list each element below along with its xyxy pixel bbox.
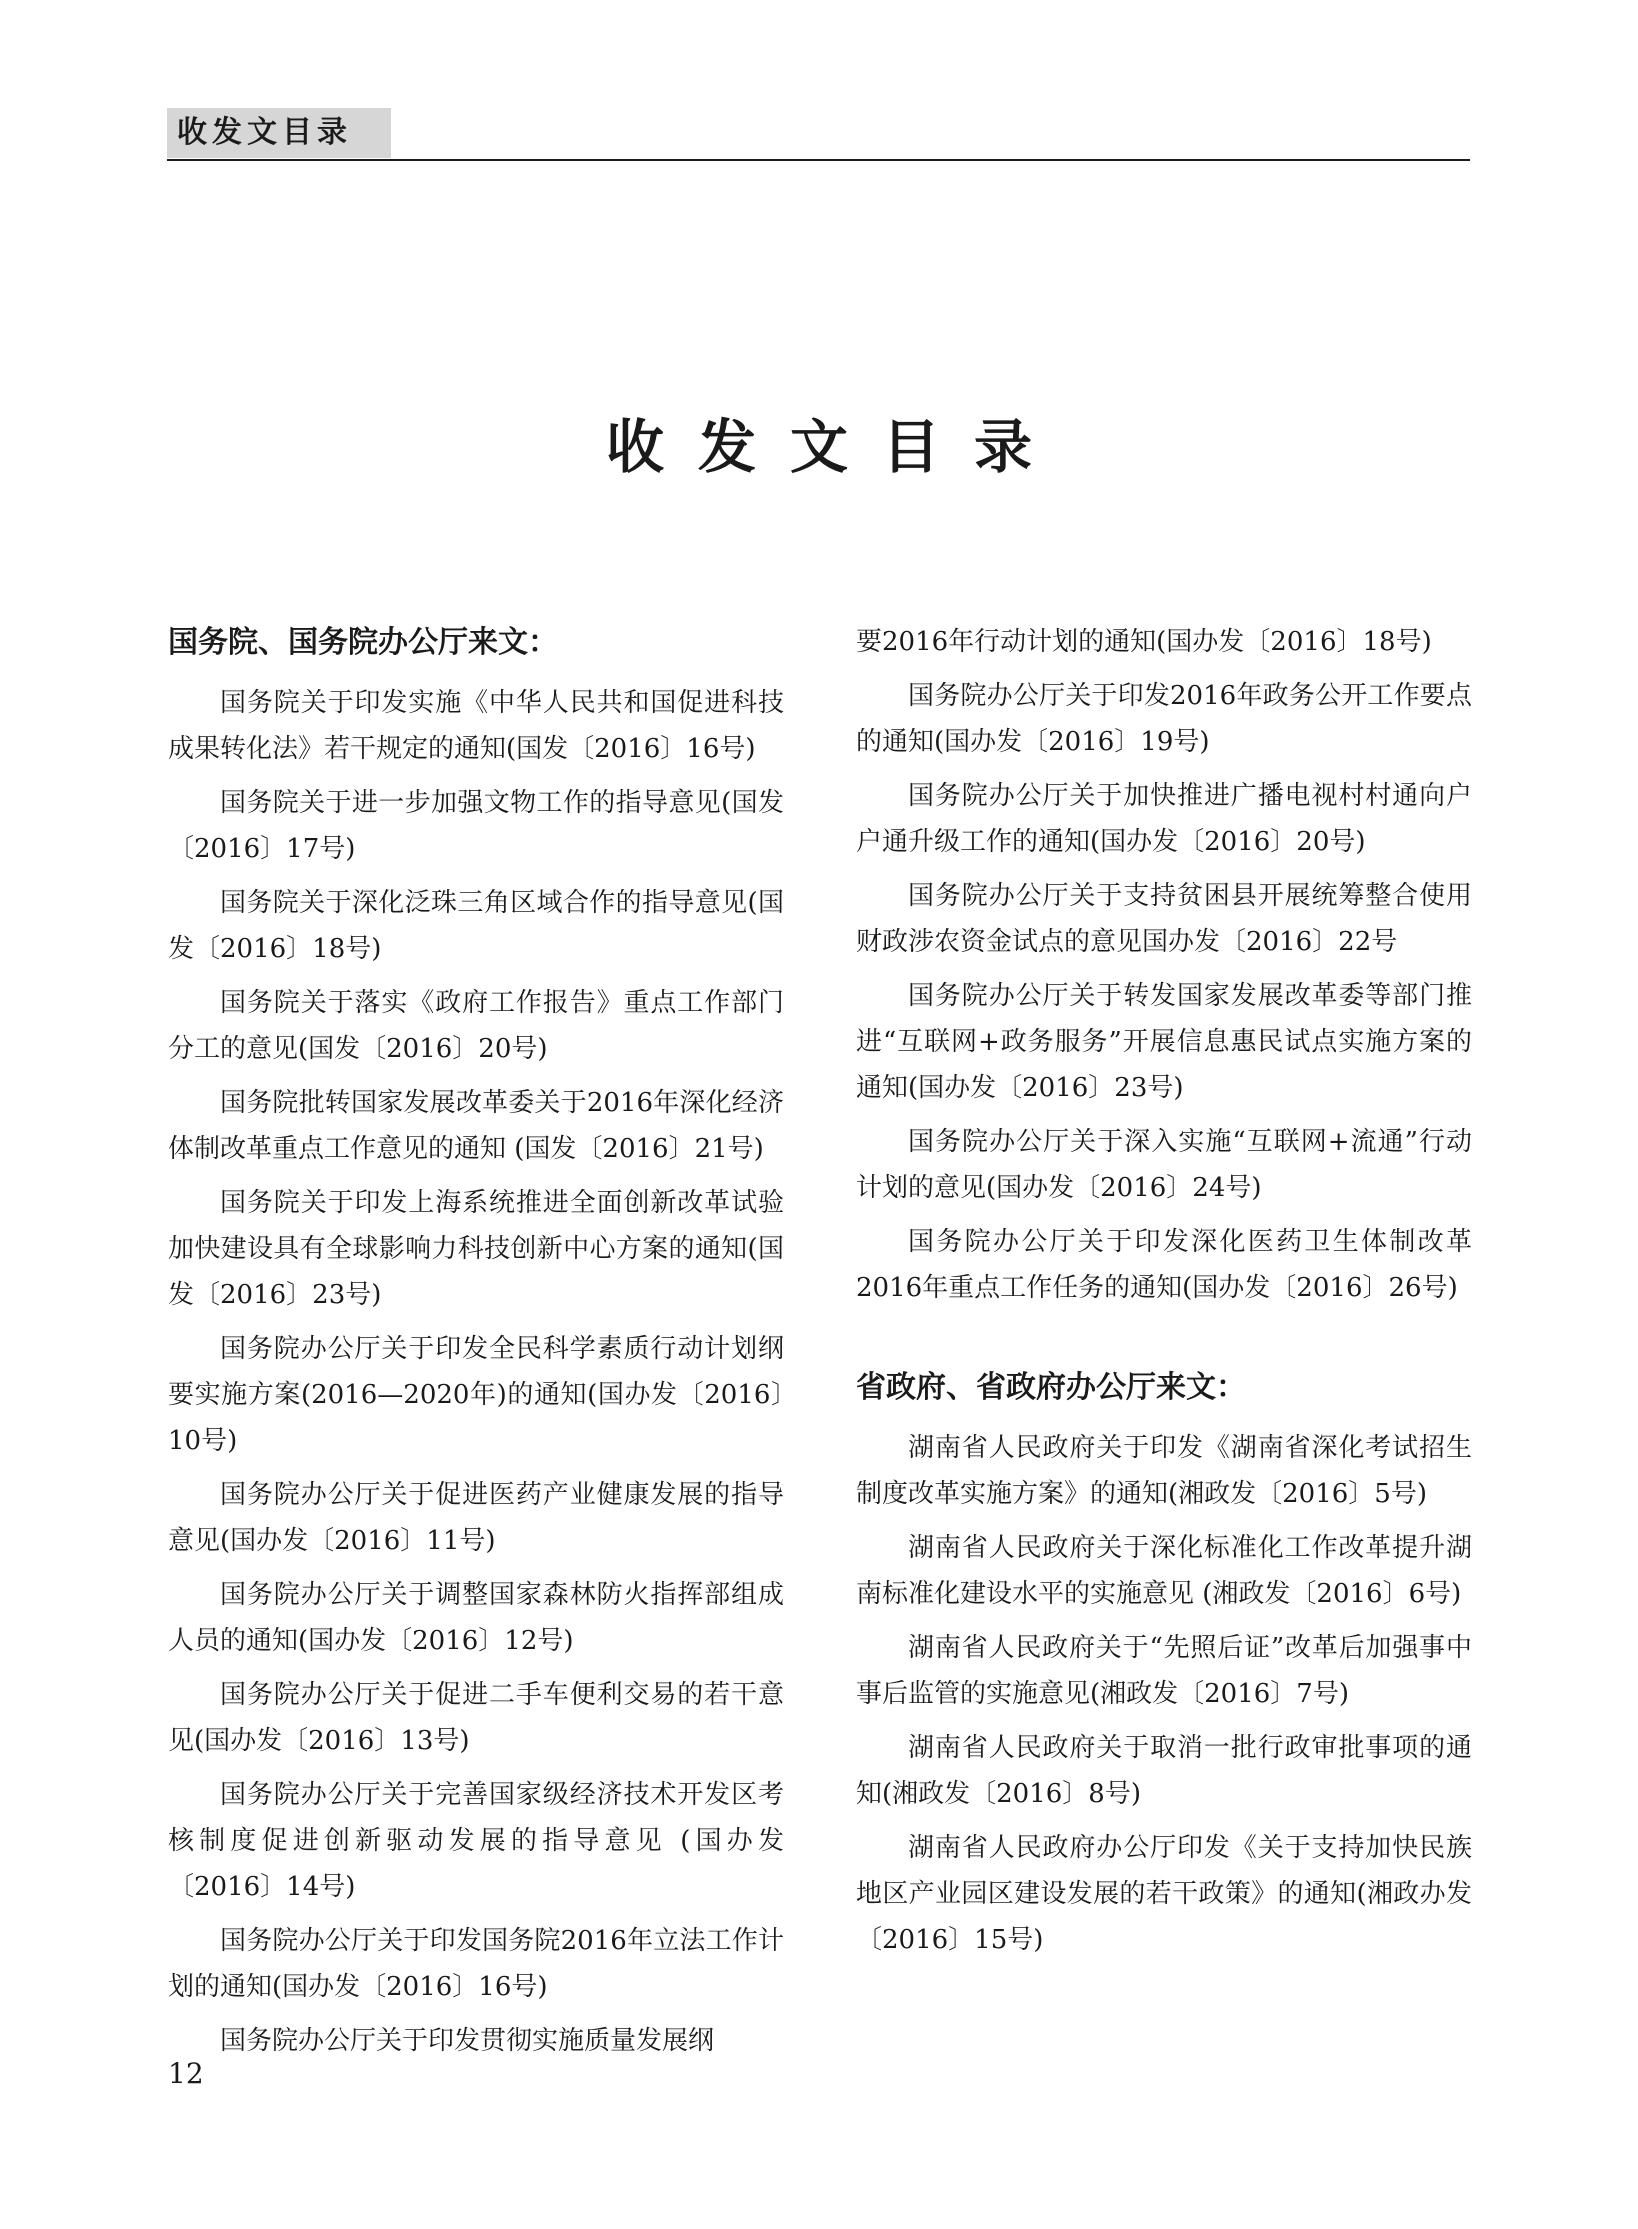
list-item: 国务院办公厅关于印发深化医药卫生体制改革2016年重点工作任务的通知(国办发〔2016〕26号) — [856, 1227, 1472, 1303]
page-number: 12 — [168, 2057, 204, 2090]
section-heading-state-council: 国务院、国务院办公厅来文： — [168, 625, 558, 660]
list-item: 国务院关于落实《政府工作报告》重点工作部门分工的意见(国发〔2016〕20号) — [168, 988, 784, 1064]
list-item: 国务院关于深化泛珠三角区域合作的指导意见(国发〔2016〕18号) — [168, 888, 784, 964]
list-item: 国务院关于进一步加强文物工作的指导意见(国发〔2016〕17号) — [168, 788, 784, 864]
list-item: 湖南省人民政府关于印发《湖南省深化考试招生制度改革实施方案》的通知(湘政发〔2016〕5号) — [856, 1433, 1472, 1509]
list-item: 国务院办公厅关于印发国务院2016年立法工作计划的通知(国办发〔2016〕16号) — [168, 1926, 784, 2002]
left-column — [168, 620, 784, 2072]
list-item: 国务院办公厅关于印发贯彻实施质量发展纲 — [220, 2026, 715, 2056]
list-item: 国务院办公厅关于印发全民科学素质行动计划纲要实施方案(2016—2020年)的通知(国办发〔2016〕10号) — [168, 1334, 784, 1456]
list-item: 国务院关于印发实施《中华人民共和国促进科技成果转化法》若干规定的通知(国发〔2016〕16号) — [168, 688, 784, 764]
list-item: 湖南省人民政府关于“先照后证”改革后加强事中事后监管的实施意见(湘政发〔2016〕7号) — [856, 1633, 1472, 1709]
list-item: 国务院关于印发上海系统推进全面创新改革试验加快建设具有全球影响力科技创新中心方案的通知(国发〔2016〕23号) — [168, 1188, 784, 1310]
list-item: 湖南省人民政府关于取消一批行政审批事项的通知(湘政发〔2016〕8号) — [856, 1733, 1472, 1809]
list-item: 国务院办公厅关于印发2016年政务公开工作要点的通知(国办发〔2016〕19号) — [856, 681, 1472, 757]
list-item: 国务院办公厅关于完善国家级经济技术开发区考核制度促进创新驱动发展的指导意见 (国办发〔2016〕14号) — [168, 1780, 784, 1902]
list-item: 湖南省人民政府办公厅印发《关于支持加快民族地区产业园区建设发展的若干政策》的通知(湘政办发〔2016〕15号) — [856, 1833, 1472, 1955]
list-item: 国务院办公厅关于支持贫困县开展统筹整合使用财政涉农资金试点的意见国办发〔2016〕22号 — [856, 881, 1472, 957]
list-item: 国务院批转国家发展改革委关于2016年深化经济体制改革重点工作意见的通知 (国发〔2016〕21号) — [168, 1088, 784, 1164]
list-item: 国务院办公厅关于调整国家森林防火指挥部组成人员的通知(国办发〔2016〕12号) — [168, 1580, 784, 1656]
section-gap — [856, 1319, 1472, 1365]
list-item: 国务院办公厅关于促进二手车便利交易的若干意见(国办发〔2016〕13号) — [168, 1680, 784, 1756]
list-item: 国务院办公厅关于加快推进广播电视村村通向户户通升级工作的通知(国办发〔2016〕20号) — [856, 781, 1472, 857]
running-header: 收发文目录 — [167, 108, 391, 158]
list-item: 国务院办公厅关于深入实施“互联网+流通”行动计划的意见(国办发〔2016〕24号) — [856, 1127, 1472, 1203]
page-title: 收发文目录 — [605, 413, 1066, 481]
list-item: 国务院办公厅关于促进医药产业健康发展的指导意见(国办发〔2016〕11号) — [168, 1480, 784, 1556]
list-item-continued: 要2016年行动计划的通知(国办发〔2016〕18号) — [856, 627, 1432, 657]
section-heading-provincial: 省政府、省政府办公厅来文： — [856, 1370, 1246, 1405]
list-item: 湖南省人民政府关于深化标准化工作改革提升湖南标准化建设水平的实施意见 (湘政发〔2016〕6号) — [856, 1533, 1472, 1609]
header-rule — [167, 159, 1470, 161]
right-column — [856, 619, 1472, 1971]
list-item: 国务院办公厅关于转发国家发展改革委等部门推进“互联网+政务服务”开展信息惠民试点实施方案的通知(国办发〔2016〕23号) — [856, 981, 1472, 1103]
